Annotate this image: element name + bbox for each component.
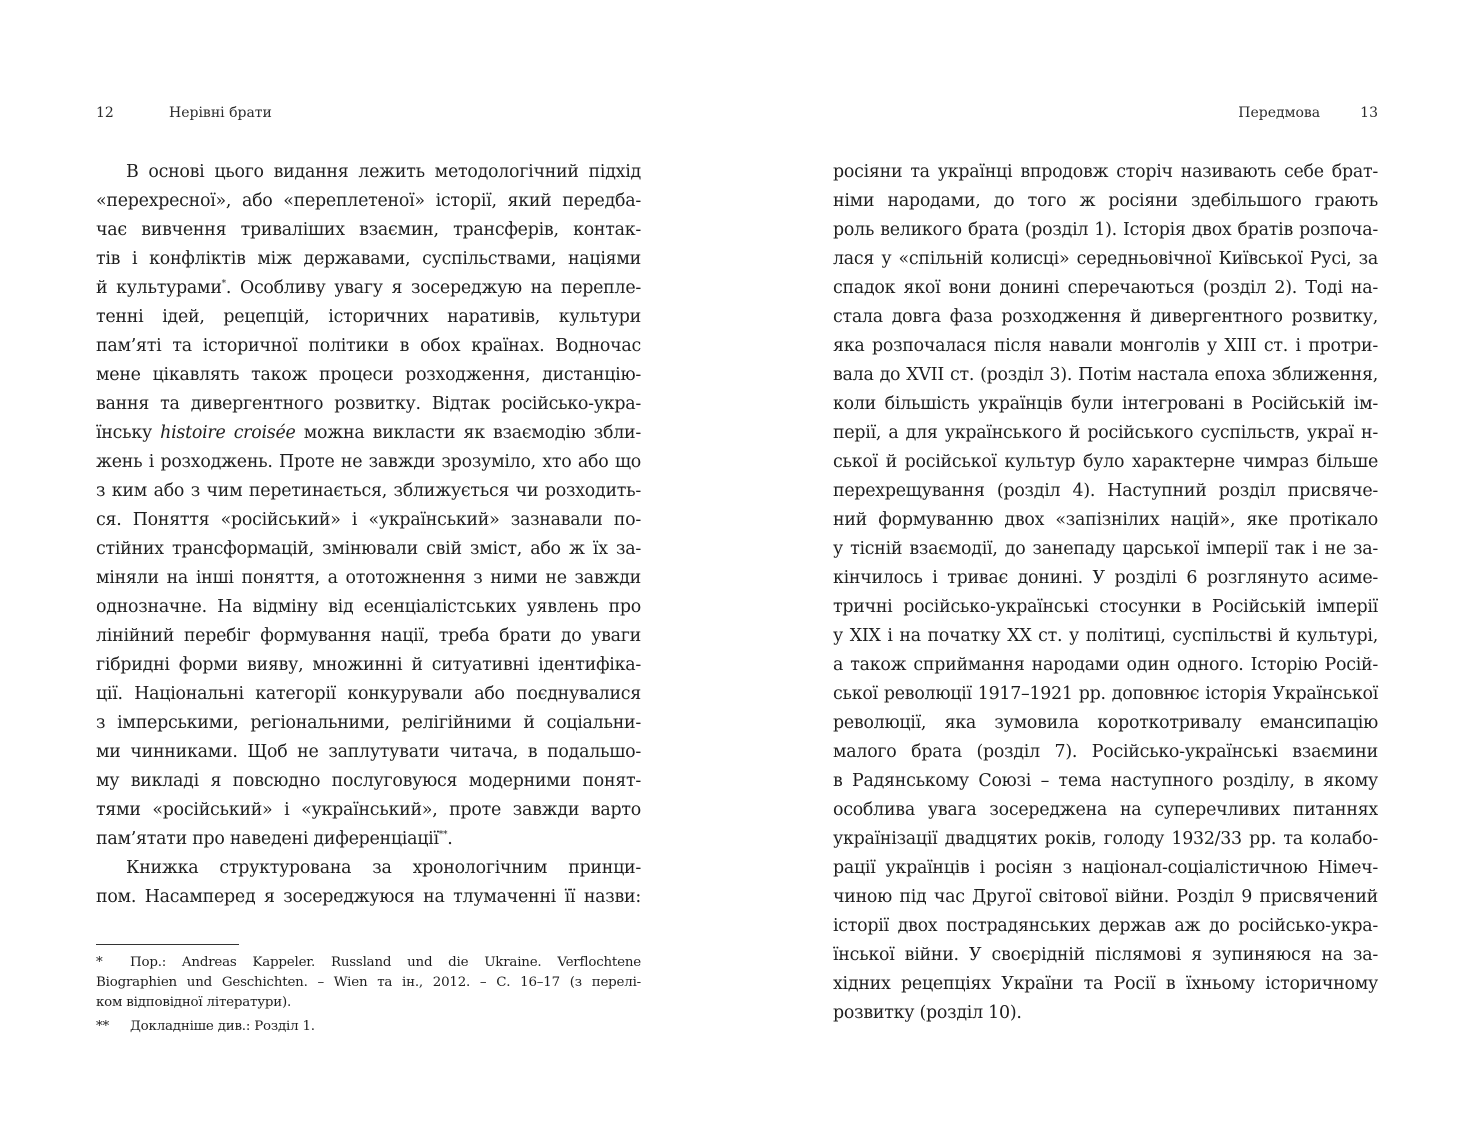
text-line: кінчилось і триває донині. У розділі 6 розглянуто асиме- [833, 568, 1378, 588]
text-line: чає вивчення триваліших взаємин, трансферів, контак- [96, 220, 641, 240]
text-line: ми чинниками. Щоб не заплутувати читача, в подальшо- [96, 742, 641, 762]
text-line: в Радянському Союзі – тема наступного розділу, в якому [833, 771, 1378, 791]
text-line: у XIX і на початку XX ст. у політиці, суспільстві й культурі, [833, 626, 1378, 646]
text-line: «перехресної», або «переплетеної» історії, який передба- [96, 191, 641, 211]
text-line: му викладі я повсюдно послуговуюся модерними понят- [96, 771, 641, 791]
text-line: тів і конфліктів між державами, суспільствами, націями [96, 249, 641, 269]
text-line: їнську histoire croisée можна викласти як взаємодію збли- [96, 423, 641, 443]
text-line: роль великого брата (розділ 1). Історія двох братів розпоча- [833, 220, 1378, 240]
text-line: тенні ідей, рецепцій, історичних наративів, культури [96, 307, 641, 327]
right-running-title: Передмова [1238, 105, 1321, 121]
text-line: тричні російсько-українські стосунки в Російській імперії [833, 597, 1378, 617]
text-line: історії двох пострадянських держав аж до російсько-укра- [833, 916, 1378, 936]
text-line: жень і розходжень. Проте не завжди зрозуміло, хто або що [96, 452, 641, 472]
text-line: ції. Національні категорії конкурували або поєднувалися [96, 684, 641, 704]
left-body-text [96, 158, 641, 912]
text-line: гібридні форми вияву, множинні й ситуативні ідентифіка- [96, 655, 641, 675]
text-line: революції, яка зумовила короткотривалу емансипацію [833, 713, 1378, 733]
footnote-ref: ** [438, 830, 448, 840]
italic-term: histoire croisée [160, 423, 296, 443]
right-page-number: 13 [1360, 105, 1378, 121]
text-line: а також сприймання народами один одного. Історію Росій- [833, 655, 1378, 675]
text-line: стала довга фаза розходження й дивергентного розвитку, [833, 307, 1378, 327]
text-line: росіяни та українці впродовж сторіч називають себе брат- [833, 162, 1378, 182]
text-line: з імперськими, регіональними, релігійними й соціальни- [96, 713, 641, 733]
text-line: ської й російської культур було характерне чимраз більше [833, 452, 1378, 472]
footnotes [96, 953, 641, 1037]
footnote-mark: ** [96, 1019, 109, 1034]
footnote-line: ** Докладніше див.: Розділ 1. [96, 1017, 641, 1037]
footnote-divider [96, 944, 239, 945]
text-line: з ким або з чим перетинається, зближується чи розходить- [96, 481, 641, 501]
right-page [833, 0, 1378, 1134]
text-line: пам’яті та історичної політики в обох країнах. Водночас [96, 336, 641, 356]
text-line: вання та дивергентного розвитку. Відтак російсько-укра- [96, 394, 641, 414]
text-line: пом. Насамперед я зосереджуюся на тлумаченні її назви: [96, 887, 641, 907]
text-line: особлива увага зосереджена на суперечливих питаннях [833, 800, 1378, 820]
text-line: стійних трансформацій, змінювали свій зміст, або ж їх за- [96, 539, 641, 559]
footnote-line: ком відповідної літератури). [96, 995, 292, 1010]
text-line: ний формуванню двох «запізнілих націй», яке протікало [833, 510, 1378, 530]
text-line: вала до XVII ст. (розділ 3). Потім настала епоха зближення, [833, 365, 1378, 385]
footnote-mark: * [96, 955, 103, 970]
text-line: тями «російський» і «український», проте завжди варто [96, 800, 641, 820]
text-line: однозначне. На відміну від есенціалістських уявлень про [96, 597, 641, 617]
text-line: Книжка структурована за хронологічним принци- [126, 858, 641, 878]
text-line: лінійний перебіг формування нації, треба брати до уваги [96, 626, 641, 646]
text-line: пам’ятати про наведені диференціації**. [96, 829, 453, 849]
text-line: перії, а для українського й російського суспільств, украї н- [833, 423, 1378, 443]
right-running-head [833, 104, 1378, 122]
right-body-text [833, 158, 1378, 1028]
left-running-head [96, 104, 641, 122]
text-line: лася у «спільній колисці» середньовічної Київської Русі, за [833, 249, 1378, 269]
text-line: перехрещування (розділ 4). Наступний розділ присвяче- [833, 481, 1378, 501]
text-line: ської революції 1917–1921 рр. доповнює історія Української [833, 684, 1378, 704]
text-line: В основі цього видання лежить методологічний підхід [126, 162, 641, 182]
text-line: ся. Поняття «російський» і «український» зазнавали по- [96, 510, 641, 530]
text-line: німи народами, до того ж росіяни здебільшого грають [833, 191, 1378, 211]
left-running-title: Нерівні брати [169, 105, 272, 121]
text-line: малого брата (розділ 7). Російсько-українські взаємини [833, 742, 1378, 762]
text-line: українізації двадцятих років, голоду 1932/33 рр. та колабо- [833, 829, 1378, 849]
text-line: хідних рецепціях України та Росії в їхньому історичному [833, 974, 1378, 994]
text-line: мене цікавлять також процеси розходження, дистанцію- [96, 365, 641, 385]
footnote-line: Biographien und Geschichten. – Wien та ін., 2012. – С. 16–17 (з перелі- [96, 975, 641, 990]
text-line: й культурами*. Особливу увагу я зосереджую на перепле- [96, 278, 641, 298]
text-line: спадок якої вони донині сперечаються (розділ 2). Тоді на- [833, 278, 1378, 298]
text-line: міняли на інші поняття, а ототожнення з ними не завжди [96, 568, 641, 588]
text-line: у тісній взаємодії, до занепаду царської імперії так і не за- [833, 539, 1378, 559]
footnote-ref: * [221, 279, 226, 289]
text-line: коли більшість українців були інтегровані в Російській ім- [833, 394, 1378, 414]
left-page [96, 0, 641, 1134]
left-page-number: 12 [96, 105, 114, 121]
text-line: розвитку (розділ 10). [833, 1003, 1022, 1023]
footnote-line: * Пор.: Andreas Kappeler. Russland und die Ukraine. Verflochtene [96, 953, 641, 973]
text-line: рації українців і росіян з націонал-соціалістичною Німеч- [833, 858, 1378, 878]
text-line: яка розпочалася після навали монголів у XIII ст. і протри- [833, 336, 1378, 356]
text-line: їнської війни. У своєрідній післямові я зупиняюся на за- [833, 945, 1378, 965]
text-line: чиною під час Другої світової війни. Розділ 9 присвячений [833, 887, 1378, 907]
